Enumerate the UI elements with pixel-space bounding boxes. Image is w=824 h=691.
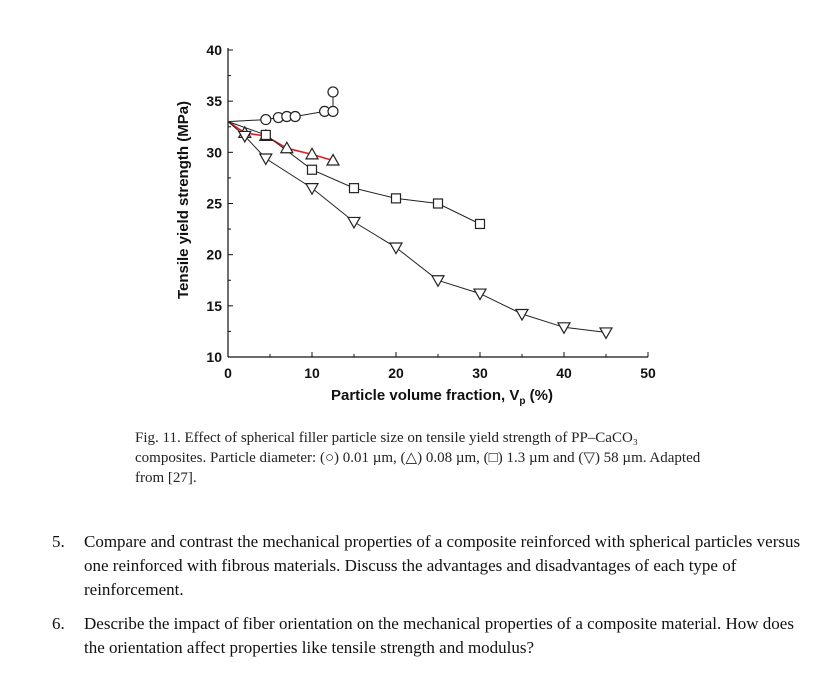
data-point-triangle-down (260, 154, 272, 165)
data-point-circle (328, 87, 338, 97)
y-axis-label: Tensile yield strength (MPa) (175, 100, 192, 300)
x-axis-label-suffix: (%) (525, 387, 554, 404)
data-point-square (350, 184, 359, 193)
data-point-square (261, 130, 270, 139)
y-tick-label: 40 (206, 42, 222, 58)
x-tick-label: 50 (640, 365, 656, 381)
question-item (52, 530, 812, 602)
y-tick-label: 15 (206, 297, 222, 314)
y-tick-label: 35 (206, 93, 222, 110)
y-tick-label: 20 (206, 246, 222, 263)
y-tick-label: 25 (206, 195, 222, 212)
data-point-circle (290, 112, 300, 122)
data-point-square (308, 165, 317, 174)
figure-caption (135, 428, 705, 488)
data-point-triangle-down (306, 184, 318, 195)
y-tick-label: 30 (206, 144, 222, 161)
x-tick-label: 10 (304, 365, 320, 381)
x-tick-label: 40 (556, 365, 572, 381)
question-item (52, 612, 812, 660)
caption-text: Fig. 11. Effect of spherical filler particle size on tensile yield strength of PP–CaCO₃ composites. Particle diameter: (○) 0.01 µm, (△) 0.08 µm, (□) 1.3 µm and (▽) 58 µm. Adapted from [27]. (135, 430, 701, 486)
x-tick-label: 0 (224, 365, 232, 381)
data-point-triangle-down (474, 289, 486, 300)
series-markers (239, 87, 612, 338)
series-lines (228, 92, 606, 332)
x-axis-label (331, 387, 553, 407)
data-point-square (434, 199, 443, 208)
data-point-triangle-down (390, 243, 402, 254)
question-number: 5. (52, 532, 65, 551)
x-tick-label: 30 (472, 365, 488, 381)
data-point-circle (328, 106, 338, 116)
x-axis-label-main: Particle volume fraction, V (330, 387, 520, 404)
data-point-triangle-down (348, 217, 360, 228)
question-text: Describe the impact of fiber orientation on the mechanical properties of a composite material. How does the orientation affect properties like tensile strength and modulus? (84, 614, 794, 657)
x-tick-label: 20 (388, 365, 404, 381)
question-list (52, 530, 812, 670)
data-point-square (392, 194, 401, 203)
x-axis-label-subscript: p (519, 396, 526, 407)
data-point-triangle-down (516, 310, 528, 321)
question-text: Compare and contrast the mechanical properties of a composite reinforced with spherical particles versus one reinforced with fibrous materials. Discuss the advantages and disadvantages of each type of reinforcement. (84, 532, 801, 599)
y-tick-label: 10 (206, 349, 222, 365)
data-point-triangle-down (600, 328, 612, 339)
data-point-square (476, 219, 485, 228)
data-point-circle (261, 115, 271, 125)
question-number: 6. (52, 614, 65, 633)
data-point-triangle-down (432, 276, 444, 287)
